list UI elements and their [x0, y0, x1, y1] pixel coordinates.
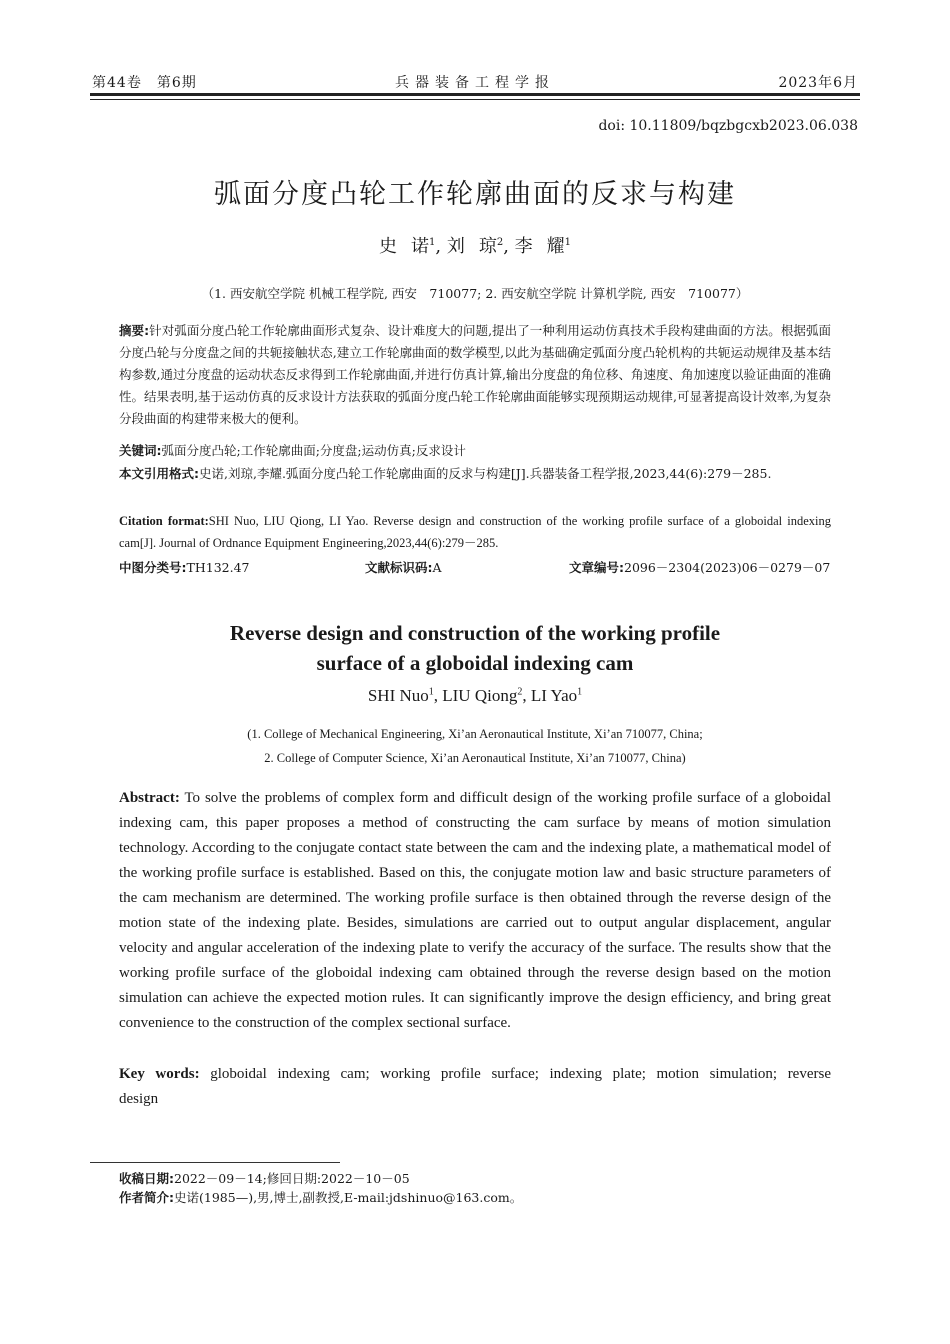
author-cn-1: 史诺$^1$, [378, 236, 442, 257]
affiliation-en-line1: (1. College of Mechanical Engineering, Xi’an Aeronautical Institute, Xi’an 710077, China; [247, 727, 703, 741]
keywords-en-text: globoidal indexing cam; working profile surface; indexing plate; motion simulation; reverse design [119, 1066, 831, 1107]
doi[interactable]: doi: 10.11809/bqzbgcxb2023.06.038 [598, 118, 858, 134]
keywords-en [119, 1062, 831, 1112]
abstract-cn-text: 针对弧面分度凸轮工作轮廓曲面形式复杂、设计难度大的问题,提出了一种利用运动仿真技术手段构建曲面的方法。根据弧面分度凸轮与分度盘之间的共轭接触状态,建立工作轮廓曲面的数学模型,以此为基础确定弧面分度凸轮机构的共轭运动规律及基本结构参数,通过分度盘的运动状态反求得到工作轮廓曲面,并进行仿真计算,输出分度盘的角位移、角速度、角加速度以验证曲面的准确性。结果表明,基于运动仿真的反求设计方法获取的弧面分度凸轮工作轮廓曲面能够实现预期运动规律,可显著提高设计效率,为复杂分段曲面的构建带来极大的便利。 [119, 323, 831, 426]
keywords-cn-label: 关键词: [119, 443, 162, 458]
clc-number: 中图分类号:TH132.47 [119, 560, 250, 575]
header-rule-thin [90, 99, 860, 100]
citation-cn-label: 本文引用格式: [119, 466, 199, 481]
citation-en [119, 510, 831, 554]
article-number: 文章编号:2096－2304(2023)06－0279－07 [569, 560, 831, 575]
abstract-cn [119, 320, 831, 430]
footnote-dates: 收稿日期:2022－09－14;修回日期:2022－10－05 [119, 1171, 410, 1186]
author-en-3: LI Yao$^1$ [530, 686, 583, 705]
author-en-2: LIU Qiong$^2$, [442, 686, 531, 705]
header-rule-thick [90, 93, 860, 96]
running-header-volume: 第44卷 第6期 [92, 75, 197, 91]
affiliation-en [0, 722, 950, 770]
abstract-cn-label: 摘要: [119, 323, 150, 338]
running-header-journal: 兵器装备工程学报 [395, 75, 555, 91]
affiliation-cn: （1. 西安航空学院 机械工程学院, 西安 710077; 2. 西安航空学院 计算机学院, 西安 710077） [201, 286, 749, 301]
citation-en-label: Citation format: [119, 514, 209, 528]
author-cn-2: 刘琼$^2$, [446, 236, 509, 257]
citation-cn [119, 463, 831, 485]
authors-en [0, 686, 950, 706]
title-en-line2: surface of a globoidal indexing cam [316, 651, 634, 675]
citation-cn-text: 史诺,刘琼,李耀.弧面分度凸轮工作轮廓曲面的反求与构建[J].兵器装备工程学报,2023,44(6):279－285. [199, 466, 772, 481]
title-en-line1: Reverse design and construction of the working profile [229, 621, 721, 645]
keywords-cn [119, 440, 831, 462]
document-code: 文献标识码:A [365, 560, 442, 575]
citation-en-text: SHI Nuo, LIU Qiong, LI Yao. Reverse design and construction of the working profile surface of a globoidal indexing cam[J]. Journal of Ordnance Equipment Engineering,2023,44(6):279－285. [119, 514, 831, 550]
abstract-en-text: To solve the problems of complex form and difficult design of the working profile surface of a globoidal indexing cam, this paper proposes a method of constructing the cam surface by means of motion simulation technology. According to the conjugate contact state between the cam and the indexing plate, a mathematical model of the working profile surface is established. Based on this, the conjugate motion law and basic structure parameters of the cam mechanism are determined. The working profile surface is then obtained through the reverse design of the motion state of the indexing plate. Besides, simulations are carried out to output angular displacement, angular velocity and angular acceleration of the indexing plate to verify the accuracy of the surface. The results show that the working profile surface of the globoidal indexing cam obtained through the reverse design based on the motion simulation can achieve the expected motion rules. It can significantly improve the design efficiency, and bring great convenience to the construction of the complex sectional surface. [119, 790, 831, 1031]
author-en-1: SHI Nuo$^1$, [367, 686, 443, 705]
footnote-rule [90, 1162, 340, 1163]
keywords-cn-text: 弧面分度凸轮;工作轮廓曲面;分度盘;运动仿真;反求设计 [161, 443, 466, 458]
affiliation-en-line2: 2. College of Computer Science, Xi’an Aeronautical Institute, Xi’an 710077, China) [264, 751, 686, 765]
abstract-en [119, 786, 831, 1036]
title-en [0, 618, 950, 678]
footnote-author: 作者简介:史诺(1985—),男,博士,副教授,E-mail:jdshinuo@163.com。 [119, 1190, 523, 1205]
author-cn-3: 李耀$^1$ [514, 236, 572, 257]
authors-cn [0, 232, 950, 258]
title-cn: 弧面分度凸轮工作轮廓曲面的反求与构建 [214, 179, 736, 210]
keywords-en-label: Key words: [119, 1066, 200, 1082]
running-header-date: 2023年6月 [778, 75, 858, 91]
abstract-en-label: Abstract: [119, 790, 180, 806]
